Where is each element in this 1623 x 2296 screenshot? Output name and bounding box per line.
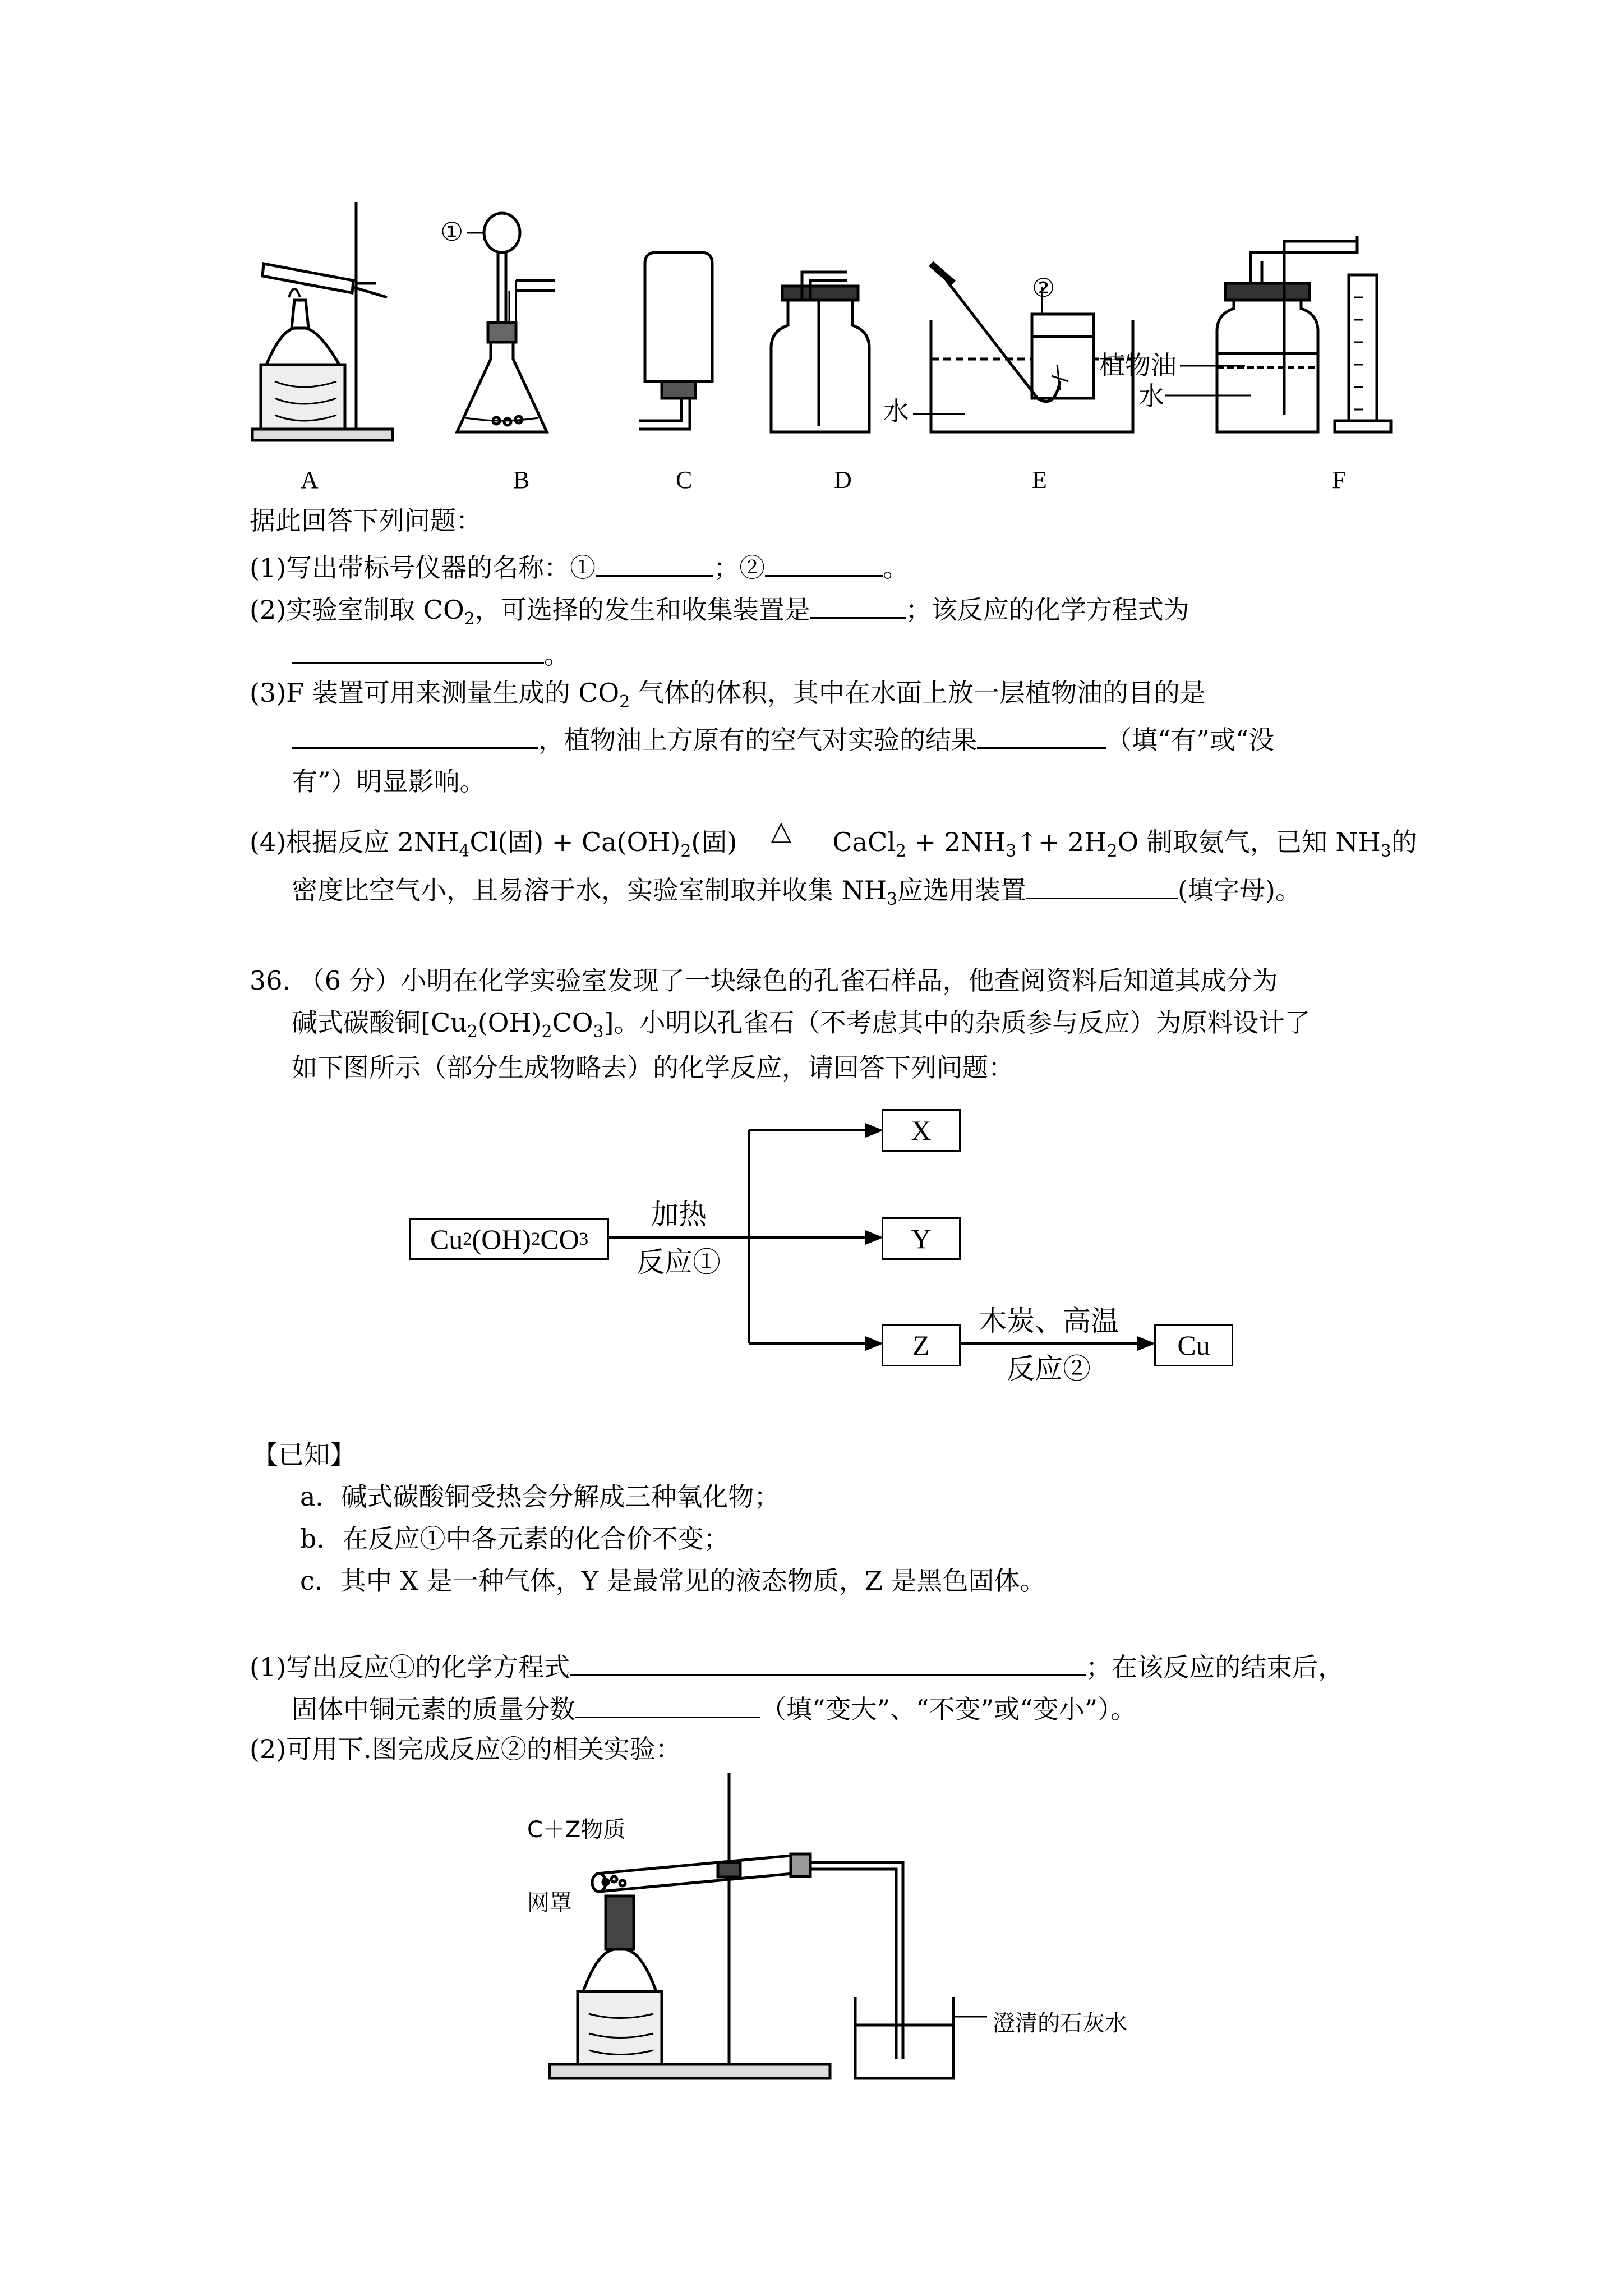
water-label-e: 水 (883, 396, 909, 426)
q35-part3-line3: 有”）明显影响。 (292, 766, 486, 797)
reduction-apparatus-figure (544, 1767, 1189, 2098)
flow-cu-text: Cu (1177, 1329, 1210, 1361)
sub: 3 (593, 1022, 604, 1042)
q35-p4-end: (填字母)。 (1178, 875, 1301, 905)
sub: 4 (459, 841, 470, 862)
q35-intro: 据此回答下列问题： (250, 505, 482, 536)
q36-l2a: 碱式碳酸铜[Cu (292, 1007, 467, 1038)
flow-box-y (882, 1217, 961, 1260)
fig-label-net: 网罩 (527, 1890, 572, 1916)
sub: 3 (887, 890, 898, 910)
q35-p4-text9: 密度比空气小，且易溶于水，实验室制取并收集 NH (292, 875, 887, 905)
flow-x-text: X (911, 1115, 932, 1146)
q35-p4-text8: 的 (1391, 827, 1417, 857)
q36-part1-line2 (292, 1694, 1136, 1722)
flow-box-z (882, 1324, 961, 1366)
flow-cond2-top: 木炭、高温 (979, 1305, 1119, 1337)
sub: 2 (467, 1022, 478, 1042)
known-item-c: c．其中 X 是一种气体，Y 是最常见的液态物质，Z 是黑色固体。 (300, 1566, 1046, 1596)
flow-start-text: Cu (430, 1223, 463, 1255)
label-e: E (1032, 466, 1047, 494)
q35-p4-text6: ↑+ 2H (1016, 827, 1107, 857)
flow-cond2-bottom: 反应② (1007, 1352, 1091, 1385)
oil-label-f: 植物油 (1099, 350, 1177, 380)
q36-p1-text: (1)写出反应①的化学方程式 (250, 1652, 570, 1682)
q35-p4-text5: + 2NH (906, 827, 1006, 857)
q35-p1-sep: ；② (713, 553, 766, 583)
q36-l2b: (OH) (477, 1007, 542, 1038)
answer-blank-8[interactable] (570, 1652, 1086, 1676)
sub: 2 (464, 609, 475, 629)
flow-start-text-b: (OH) (472, 1223, 532, 1255)
q36-part1 (250, 1652, 1344, 1680)
sub: 2 (895, 841, 906, 862)
known-title: 【已知】 (252, 1439, 356, 1470)
water-label-f: 水 (1138, 381, 1164, 411)
flow-start-text-c: CO (540, 1223, 579, 1255)
sub: 3 (579, 1228, 589, 1249)
q36-l2d: ]。小明以孔雀石（不考虑其中的杂质参与反应）为原料设计了 (603, 1007, 1311, 1038)
label-d: D (834, 466, 852, 494)
q36-p1-text4: （填“变大”、“不变”或“变小”）。 (760, 1694, 1137, 1724)
sub: 2 (463, 1228, 472, 1249)
marker-2: ② (1032, 273, 1055, 303)
q35-p3-text3: ，植物油上方原有的空气对实验的结果 (538, 725, 977, 755)
sub: 2 (1106, 841, 1118, 862)
sub: 2 (619, 692, 630, 712)
q36-p1-text2: ；在该反应的结束后， (1086, 1652, 1344, 1682)
sub: 3 (1380, 841, 1391, 862)
sub: 2 (680, 841, 691, 862)
heat-symbol: △ (771, 815, 792, 846)
sub: 2 (531, 1228, 541, 1249)
flow-start-box (409, 1218, 609, 1260)
q35-p3-text: (3)F 装置可用来测量生成的 CO (250, 678, 620, 708)
fig-label-lime: 澄清的石灰水 (993, 2010, 1127, 2036)
sub: 2 (541, 1022, 552, 1042)
q35-p4-text: (4)根据反应 2NH (250, 827, 459, 857)
q36-line1: 36. （6 分）小明在化学实验室发现了一块绿色的孔雀石样品，他查阅资料后知道其成分为 (250, 965, 1278, 996)
label-f: F (1332, 466, 1346, 494)
q35-p4-text7: O 制取氨气，已知 NH (1117, 827, 1381, 857)
q35-p2-text: (2)实验室制取 CO (250, 595, 464, 625)
flow-cond1-bottom: 反应① (637, 1246, 721, 1278)
q35-p4-text2: Cl(固) + Ca(OH) (469, 827, 681, 857)
marker-1: ① (440, 217, 464, 247)
answer-blank-9[interactable] (575, 1694, 760, 1718)
known-item-b: b．在反应①中各元素的化合价不变； (300, 1524, 730, 1554)
q36-part2: (2)可用下.图完成反应②的相关实验： (250, 1734, 681, 1764)
flow-cond1-top: 加热 (651, 1198, 707, 1231)
q35-p2-end: 。 (544, 639, 570, 670)
q35-p4-text10: 应选用装置 (897, 875, 1027, 905)
q35-p2-text3: ；该反应的化学方程式为 (905, 595, 1189, 625)
q35-p2-text2: ，可选择的发生和收集装置是 (474, 595, 810, 625)
q35-p4-text4: CaCl (832, 827, 896, 857)
flow-box-cu (1154, 1324, 1233, 1366)
q35-p3-text2: 气体的体积，其中在水面上放一层植物油的目的是 (630, 678, 1206, 708)
q35-p1-text: (1)写出带标号仪器的名称：① (250, 553, 596, 583)
flow-z-text: Z (912, 1329, 930, 1361)
flow-y-text: Y (911, 1223, 932, 1254)
sub: 3 (1006, 841, 1017, 862)
q36-line3: 如下图所示（部分生成物略去）的化学反应，请回答下列问题： (292, 1052, 1014, 1083)
fig-label-cz: C＋Z物质 (527, 1817, 626, 1843)
label-a: A (301, 466, 319, 494)
q36-l2c: CO (552, 1007, 593, 1038)
flow-box-x (882, 1109, 961, 1152)
q35-p1-end: 。 (883, 553, 909, 583)
q36-p1-text3: 固体中铜元素的质量分数 (292, 1694, 575, 1724)
q35-p3-text4: （填“有”或“没 (1106, 725, 1275, 755)
known-item-a: a．碱式碳酸铜受热会分解成三种氧化物； (300, 1481, 780, 1512)
q35-p4-text3: (固) (691, 827, 737, 857)
label-b: B (513, 466, 530, 494)
label-c: C (676, 466, 693, 494)
